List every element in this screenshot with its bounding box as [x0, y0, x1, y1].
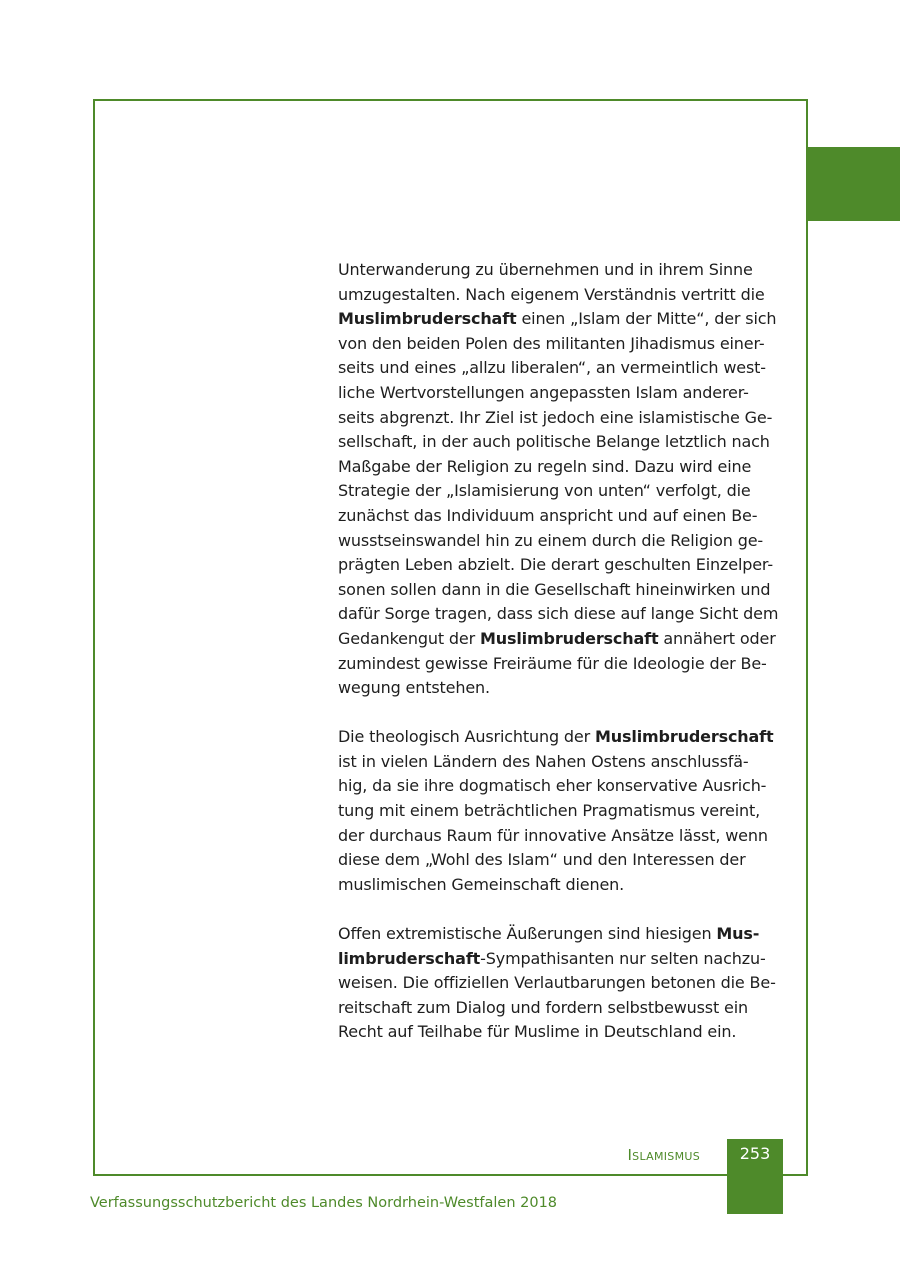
- text-segment: einen „Islam der Mitte“, der sich: [516, 309, 777, 329]
- text-line: [338, 848, 768, 873]
- text-segment: prägten Leben abzielt. Die derart geschulten Einzelper-: [338, 555, 773, 575]
- text-segment: zunächst das Individuum anspricht und auf einen Be-: [338, 505, 758, 525]
- text-segment: Recht auf Teilhabe für Muslime in Deutschland ein.: [338, 1022, 737, 1042]
- text-segment: -Sympathisanten nur selten nachzu-: [480, 948, 766, 968]
- text-segment: sonen sollen dann in die Gesellschaft hineinwirken und: [338, 579, 771, 599]
- text-segment: umzugestalten. Nach eigenem Verständnis vertritt die: [338, 284, 765, 304]
- chapter-tab-marker: [808, 147, 900, 221]
- text-line: [338, 971, 776, 996]
- page-number-box: [727, 1139, 783, 1214]
- text-segment: dafür Sorge tragen, dass sich diese auf lange Sicht dem: [338, 604, 779, 624]
- text-line: [338, 799, 768, 824]
- text-segment: weisen. Die offiziellen Verlautbarungen betonen die Be-: [338, 973, 776, 993]
- text-line: [338, 750, 768, 775]
- text-line: [338, 725, 774, 750]
- text-line: [338, 455, 768, 480]
- text-line: [338, 947, 768, 972]
- bold-term: Mus-: [716, 924, 760, 944]
- text-segment: Gedankengut der: [338, 628, 480, 648]
- text-segment: Unterwanderung zu übernehmen und in ihrem Sinne: [338, 260, 753, 279]
- text-segment: ist in vielen Ländern des Nahen Ostens anschlussfä-: [338, 751, 749, 771]
- text-segment: seits und eines „allzu liberalen“, an vermeintlich west-: [338, 358, 766, 378]
- bold-term: Muslimbruderschaft: [594, 727, 774, 747]
- bold-term: Muslimbruderschaft: [338, 309, 517, 329]
- paragraph: [338, 258, 779, 701]
- text-segment: reitschaft zum Dialog und fordern selbstbewusst ein: [338, 997, 749, 1017]
- text-line: [338, 406, 773, 431]
- text-segment: diese dem „Wohl des Islam“ und den Interessen der: [338, 850, 746, 870]
- paragraph: [338, 922, 776, 1045]
- text-segment: muslimischen Gemeinschaft dienen.: [338, 874, 625, 894]
- text-segment: zumindest gewisse Freiräume für die Ideologie der Be-: [338, 653, 767, 673]
- text-segment: Die theologisch Ausrichtung der: [338, 727, 595, 747]
- paragraph: [338, 725, 774, 897]
- text-line: [338, 602, 779, 627]
- bold-term: limbruderschaft: [338, 948, 481, 968]
- text-line: [338, 578, 771, 603]
- text-line: [338, 1020, 768, 1045]
- text-line: [338, 381, 768, 406]
- text-segment: wegung entstehen.: [338, 678, 490, 698]
- text-segment: Strategie der „Islamisierung von unten“ verfolgt, die: [338, 481, 751, 501]
- section-label: Islamismus: [627, 1146, 700, 1164]
- text-segment: wusstseinswandel hin zu einem durch die Religion ge-: [338, 530, 764, 550]
- text-segment: hig, da sie ihre dogmatisch eher konservative Ausrich-: [338, 776, 767, 796]
- text-segment: sellschaft, in der auch politische Belange letztlich nach: [338, 432, 770, 452]
- text-line: [338, 283, 768, 308]
- report-title: Verfassungsschutzbericht des Landes Nordrhein-Westfalen 2018: [90, 1195, 558, 1211]
- text-segment: Maßgabe der Religion zu regeln sind. Dazu wird eine: [338, 456, 752, 476]
- text-line: [338, 652, 768, 677]
- text-segment: der durchaus Raum für innovative Ansätze lässt, wenn: [338, 825, 768, 845]
- bold-term: Muslimbruderschaft: [479, 628, 659, 648]
- text-segment: annähert oder: [658, 628, 776, 648]
- text-line: [338, 529, 768, 554]
- page-number: 253: [739, 1144, 771, 1163]
- text-line: [338, 356, 768, 381]
- text-segment: tung mit einem beträchtlichen Pragmatismus vereint,: [338, 801, 761, 821]
- text-line: [338, 504, 768, 529]
- text-segment: seits abgrenzt. Ihr Ziel ist jedoch eine islamistische Ge-: [338, 407, 773, 427]
- text-line: [338, 258, 768, 283]
- text-segment: von den beiden Polen des militanten Jihadismus einer-: [338, 333, 765, 353]
- text-segment: liche Wertvorstellungen angepassten Islam anderer-: [338, 382, 749, 402]
- text-line: [338, 824, 768, 849]
- text-line: [338, 479, 768, 504]
- text-segment: Offen extremistische Äußerungen sind hiesigen: [338, 924, 717, 944]
- text-line: [338, 922, 768, 947]
- text-line: [338, 332, 768, 357]
- text-line: [338, 996, 768, 1021]
- text-line: [338, 307, 777, 332]
- text-line: [338, 873, 768, 898]
- text-line: [338, 627, 776, 652]
- text-line: [338, 676, 768, 701]
- text-line: [338, 430, 768, 455]
- body-text: [338, 258, 779, 1070]
- text-line: [338, 774, 768, 799]
- text-line: [338, 553, 773, 578]
